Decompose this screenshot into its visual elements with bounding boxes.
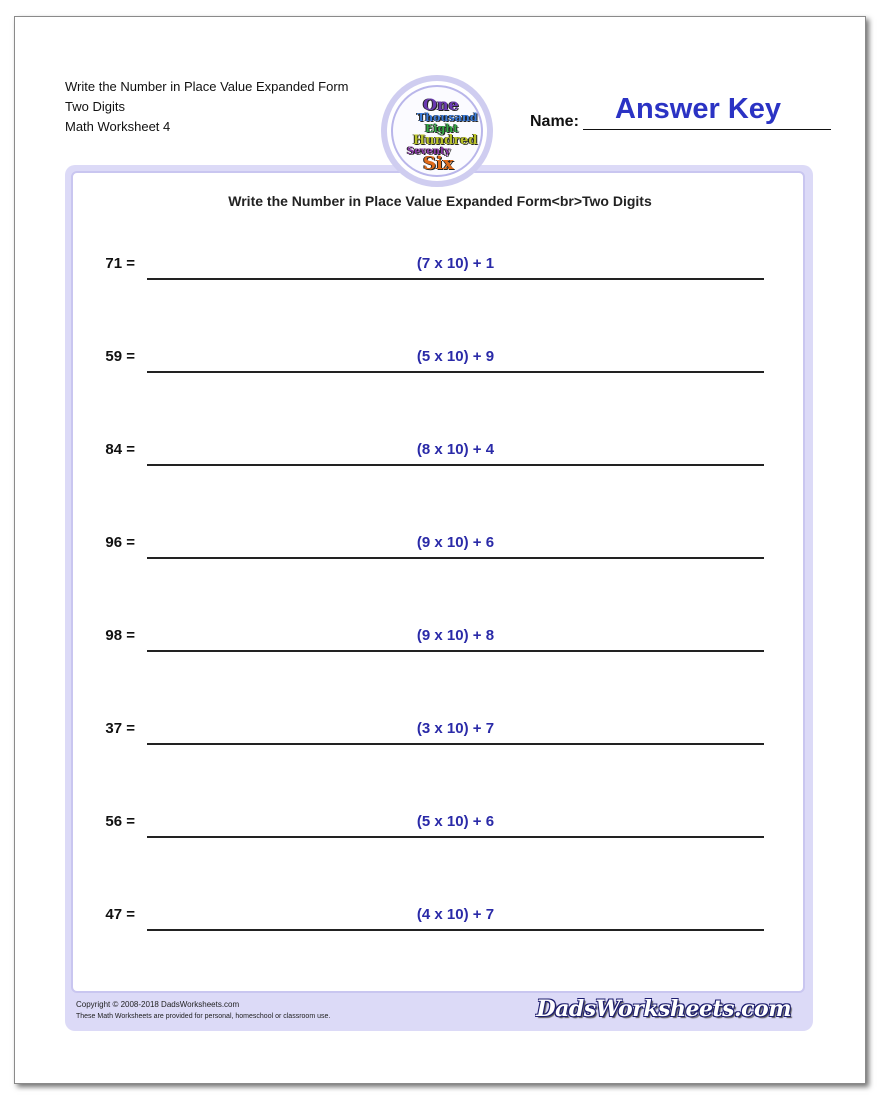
header-text	[65, 77, 349, 137]
answer-line	[147, 836, 764, 838]
logo-inner-circle	[391, 85, 483, 177]
problem-row	[15, 255, 865, 295]
answer-line	[147, 743, 764, 745]
number-words-logo	[381, 75, 493, 187]
logo-word-hundred: Hundred	[413, 133, 478, 148]
problem-answer: (5 x 10) + 6	[416, 813, 495, 830]
problem-row	[15, 906, 865, 946]
answer-line	[147, 557, 764, 559]
problem-number: 37 =	[105, 720, 135, 737]
problem-number: 84 =	[105, 441, 135, 458]
problem-answer: (3 x 10) + 7	[416, 720, 495, 737]
problem-number: 71 =	[105, 255, 135, 272]
answer-line	[147, 464, 764, 466]
problem-number: 98 =	[105, 627, 135, 644]
dadsworksheets-logo: DadsWorksheets.com	[536, 996, 791, 1022]
problem-answer: (8 x 10) + 4	[416, 441, 495, 458]
problem-answer: (9 x 10) + 8	[416, 627, 495, 644]
problem-answer: (4 x 10) + 7	[416, 906, 495, 923]
problem-number: 59 =	[105, 348, 135, 365]
problem-number: 96 =	[105, 534, 135, 551]
problem-row	[15, 813, 865, 853]
answer-line	[147, 278, 764, 280]
name-label: Name:	[530, 113, 579, 130]
answer-line	[147, 650, 764, 652]
header-subtitle: Two Digits	[65, 99, 125, 114]
problem-row	[15, 627, 865, 667]
problem-number: 56 =	[105, 813, 135, 830]
name-line	[583, 129, 831, 130]
problem-row	[15, 534, 865, 574]
logo-word-thousand: Thousand	[417, 111, 478, 124]
usage-note: These Math Worksheets are provided for personal, homeschool or classroom use.	[76, 1013, 331, 1020]
problem-answer: (9 x 10) + 6	[416, 534, 495, 551]
answer-key-label: Answer Key	[615, 93, 782, 125]
logo-word-six: Six	[423, 153, 454, 174]
worksheet-page	[14, 16, 866, 1084]
problem-number: 47 =	[105, 906, 135, 923]
problem-answer: (5 x 10) + 9	[416, 348, 495, 365]
footer	[71, 994, 805, 1028]
problem-row	[15, 348, 865, 388]
copyright-text: Copyright © 2008-2018 DadsWorksheets.com	[76, 1000, 240, 1009]
problem-row	[15, 441, 865, 481]
answer-line	[147, 929, 764, 931]
problem-row	[15, 720, 865, 760]
logo-word-one: One	[423, 95, 459, 114]
worksheet-title: Write the Number in Place Value Expanded Form<br>Two Digits	[228, 193, 652, 209]
logo-word-seventy: Seventy	[407, 146, 451, 157]
answer-line	[147, 371, 764, 373]
logo-word-eight: Eight	[425, 122, 459, 135]
header-title: Write the Number in Place Value Expanded Form	[65, 79, 349, 94]
problem-answer: (7 x 10) + 1	[416, 255, 495, 272]
header-worksheet-number: Math Worksheet 4	[65, 119, 171, 134]
